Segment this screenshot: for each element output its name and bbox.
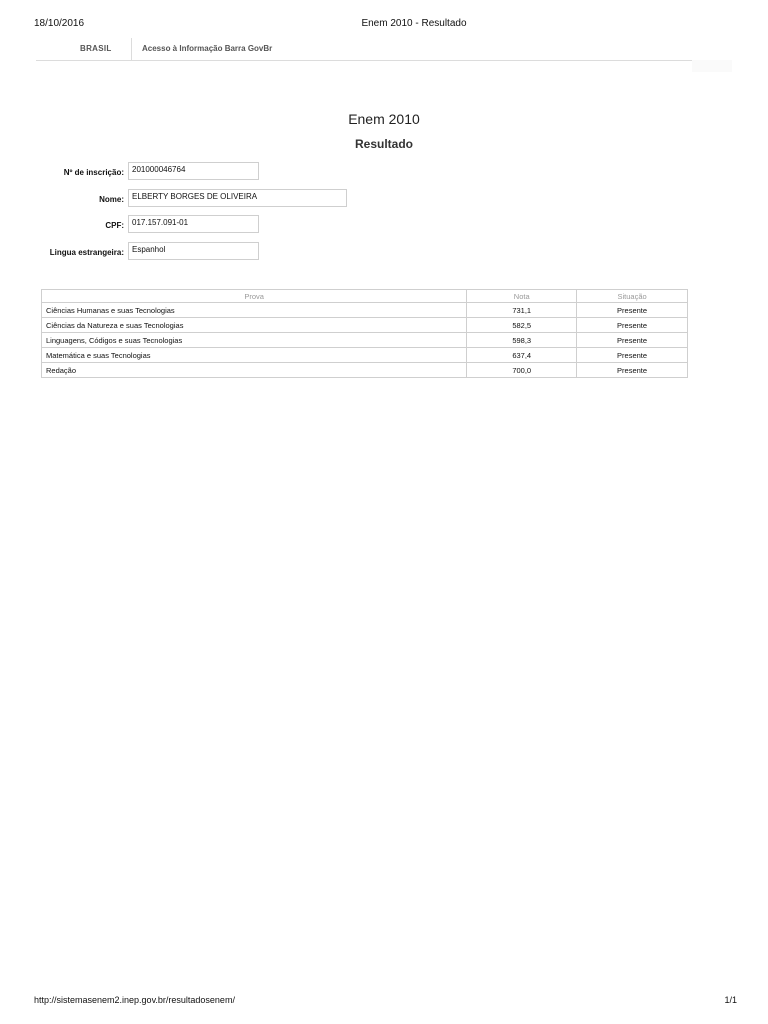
- table-row: [42, 333, 688, 348]
- field-cpf: [0, 215, 270, 235]
- situacao-cell: Presente: [577, 318, 688, 333]
- cpf-label: CPF:: [105, 221, 124, 230]
- results-table: [41, 289, 688, 378]
- lingua-field: Espanhol: [128, 242, 259, 260]
- nota-cell: 582,5: [467, 318, 577, 333]
- field-inscricao: [0, 162, 270, 182]
- table-row: [42, 318, 688, 333]
- lingua-label: Lingua estrangeira:: [49, 248, 124, 257]
- nota-cell: 637,4: [467, 348, 577, 363]
- print-title: Enem 2010 - Resultado: [361, 18, 467, 29]
- print-header: [34, 18, 738, 32]
- prova-cell: Matemática e suas Tecnologias: [42, 348, 467, 363]
- prova-cell: Linguagens, Códigos e suas Tecnologias: [42, 333, 467, 348]
- prova-cell: Redação: [42, 363, 467, 378]
- gov-bar-acesso-link[interactable]: Acesso à Informação Barra GovBr: [142, 44, 273, 53]
- table-row: [42, 363, 688, 378]
- footer-page-number: 1/1: [724, 995, 737, 1005]
- situacao-cell: Presente: [577, 303, 688, 318]
- cpf-field: 017.157.091-01: [128, 215, 259, 233]
- situacao-cell: Presente: [577, 363, 688, 378]
- table-row: [42, 348, 688, 363]
- table-header-row: [42, 290, 688, 303]
- page-title: Enem 2010: [348, 111, 420, 127]
- table-row: [42, 303, 688, 318]
- header-situacao: Situação: [577, 290, 688, 303]
- gov-bar-brasil-link[interactable]: BRASIL: [80, 44, 112, 53]
- nota-cell: 598,3: [467, 333, 577, 348]
- page-subtitle: Resultado: [354, 137, 413, 151]
- inscricao-field: 201000046764: [128, 162, 259, 180]
- prova-cell: Ciências da Natureza e suas Tecnologias: [42, 318, 467, 333]
- inscricao-label: Nº de inscrição:: [63, 168, 124, 177]
- nome-label: Nome:: [99, 195, 124, 204]
- print-date: 18/10/2016: [34, 18, 85, 29]
- gov-bar: [36, 38, 732, 61]
- nota-cell: 731,1: [467, 303, 577, 318]
- situacao-cell: Presente: [577, 348, 688, 363]
- gov-bar-divider: [131, 38, 132, 60]
- footer-url: http://sistemasenem2.inep.gov.br/resultadosenem/: [34, 995, 235, 1005]
- situacao-cell: Presente: [577, 333, 688, 348]
- nome-field: ELBERTY BORGES DE OLIVEIRA: [128, 189, 347, 207]
- header-prova: Prova: [42, 290, 467, 303]
- field-nome: [0, 189, 360, 209]
- gov-bar-faint-block: [692, 60, 732, 72]
- header-nota: Nota: [467, 290, 577, 303]
- prova-cell: Ciências Humanas e suas Tecnologias: [42, 303, 467, 318]
- nota-cell: 700,0: [467, 363, 577, 378]
- field-lingua: [0, 242, 270, 262]
